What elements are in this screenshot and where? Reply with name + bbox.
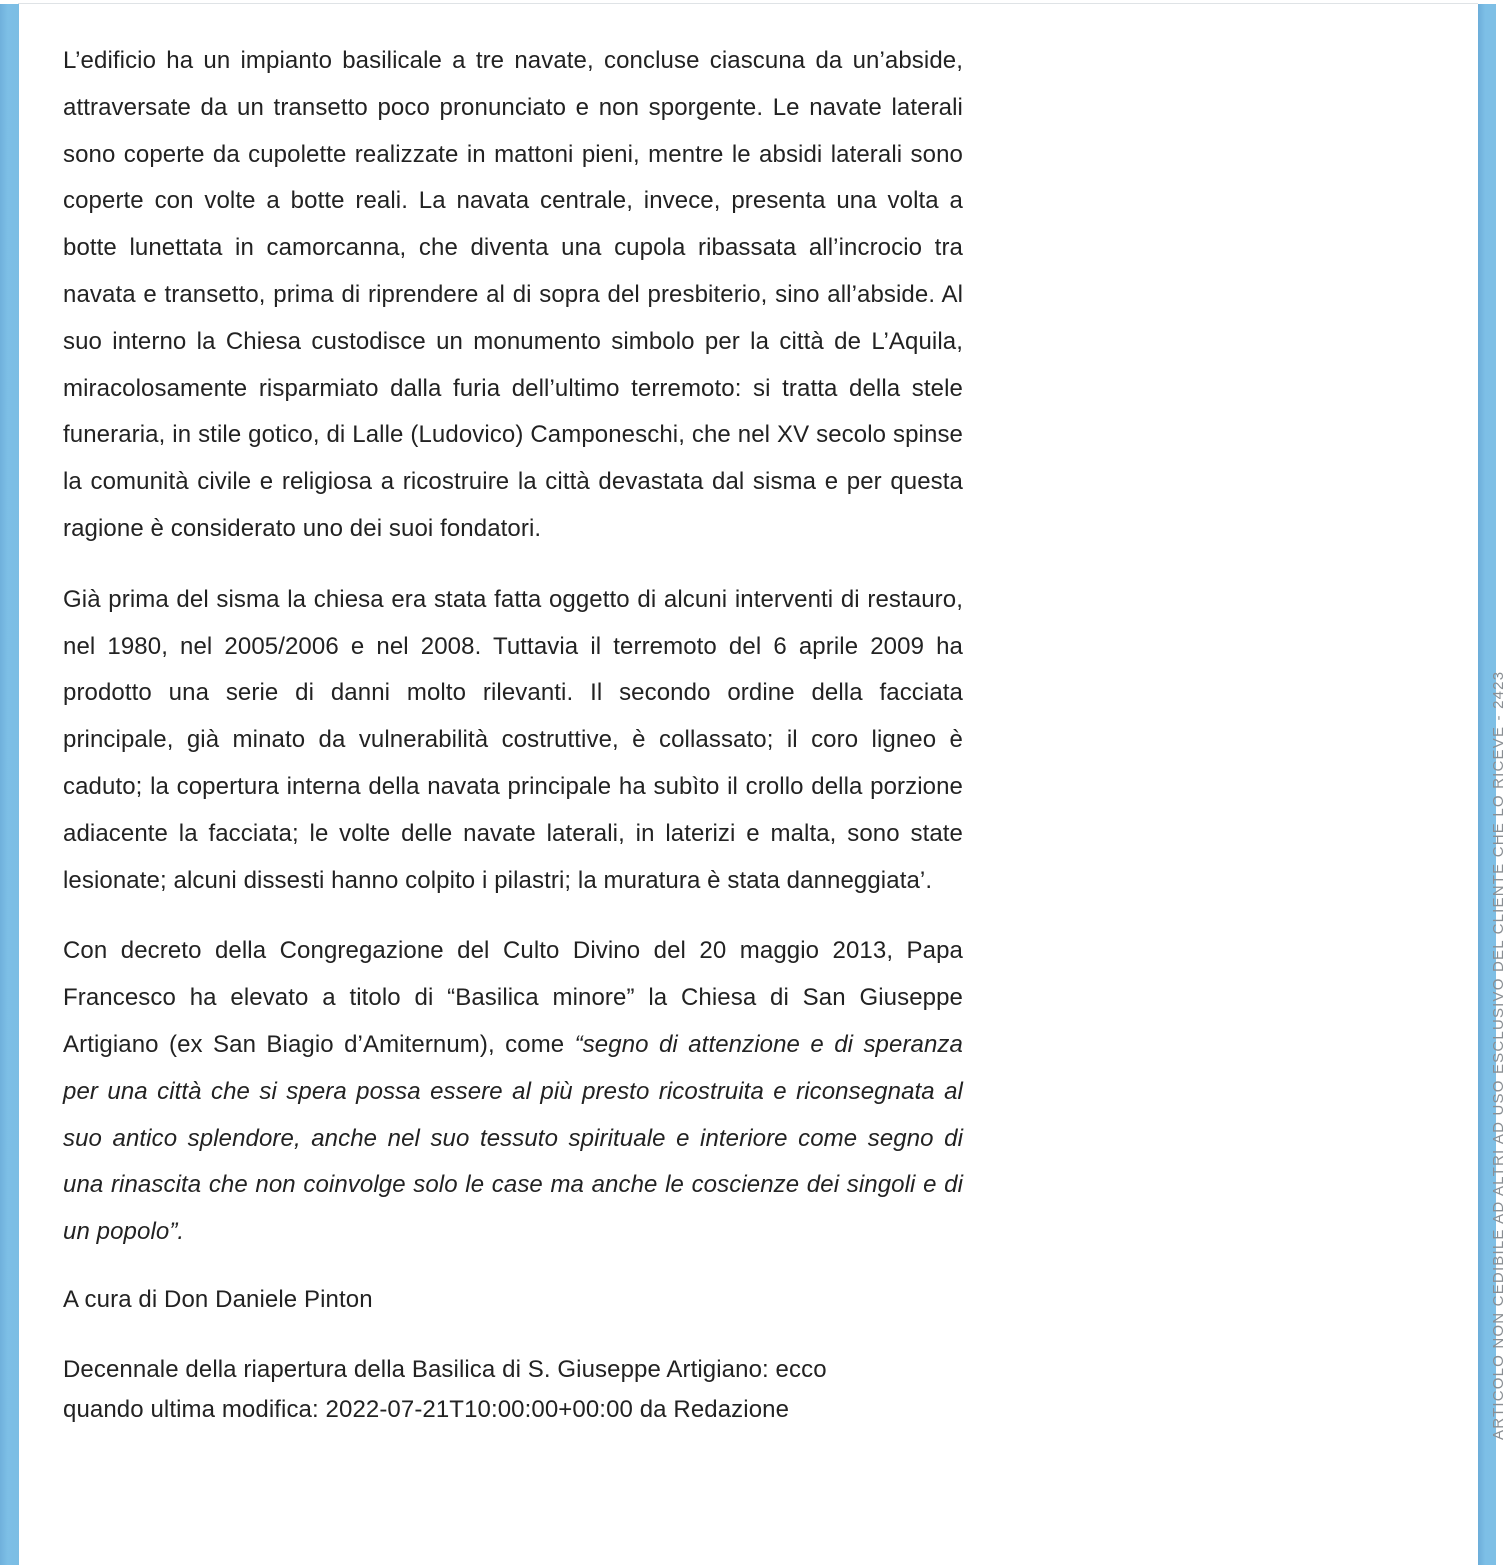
article-paragraph-quote	[63, 928, 963, 1256]
paragraph-intro: Con decreto della Congregazione del Culto Divino del 20 maggio 2013, Papa Francesco ha elevato a titolo di “Basilica minore” la Chiesa di San Giuseppe Artigiano (ex San Biagio d’Amiternum), come	[63, 937, 963, 1058]
footer-modified-line: quando ultima modifica: 2022-07-21T10:00:00+00:00 da Redazione	[63, 1395, 790, 1423]
papal-quote: “segno di attenzione e di speranza per una città che si spera possa essere al più presto ricostruita e riconsegnata al suo antico splendore, anche nel suo tessuto spirituale e interiore come segno di una rinascita che non coinvolge solo le case ma anche le coscienze dei singoli e di un popolo”.	[63, 1030, 963, 1246]
left-accent-bar	[0, 4, 19, 1565]
author-credit: A cura di Don Daniele Pinton	[63, 1285, 373, 1313]
article-body	[63, 38, 963, 1454]
article-paragraph: L’edificio ha un impianto basilicale a tre navate, concluse ciascuna da un’abside, attraversate da un transetto poco pronunciato e non sporgente. Le navate laterali sono coperte da cupolette realizzate in mattoni pieni, mentre le absidi laterali sono coperte con volte a botte reali. La navata centrale, invece, presenta una volta a botte lunettata in camorcanna, che diventa una cupola ribassata all’incrocio tra navata e transetto, prima di riprendere al di sopra del presbiterio, sino all’abside. Al suo interno la Chiesa custodisce un monumento simbolo per la città de L’Aquila, miracolosamente risparmiato dalla furia dell’ultimo terremoto: si tratta della stele funeraria, in stile gotico, di Lalle (Ludovico) Camponeschi, che nel XV secolo spinse la comunità civile e religiosa a ricostruire la città devastata dal sisma e per questa ragione è considerato uno dei suoi fondatori.	[63, 47, 963, 542]
top-divider	[18, 3, 1478, 4]
vertical-watermark: ARTICOLO NON CEDIBILE AD ALTRI AD USO ESCLUSIVO DEL CLIENTE CHE LO RICEVE - 2423	[1490, 670, 1507, 1440]
article-footer	[63, 1350, 963, 1430]
footer-title-line: Decennale della riapertura della Basilica di S. Giuseppe Artigiano: ecco	[63, 1355, 827, 1383]
article-paragraph: Già prima del sisma la chiesa era stata fatta oggetto di alcuni interventi di restauro, nel 1980, nel 2005/2006 e nel 2008. Tuttavia il terremoto del 6 aprile 2009 ha prodotto una serie di danni molto rilevanti. Il secondo ordine della facciata principale, già minato da vulnerabilità costruttive, è collassato; il coro ligneo è caduto; la copertura interna della navata principale ha subìto il crollo della porzione adiacente la facciata; le volte delle navate laterali, in laterizi e malta, sono state lesionate; alcuni dissesti hanno colpito i pilastri; la muratura è stata danneggiata’.	[63, 585, 963, 894]
